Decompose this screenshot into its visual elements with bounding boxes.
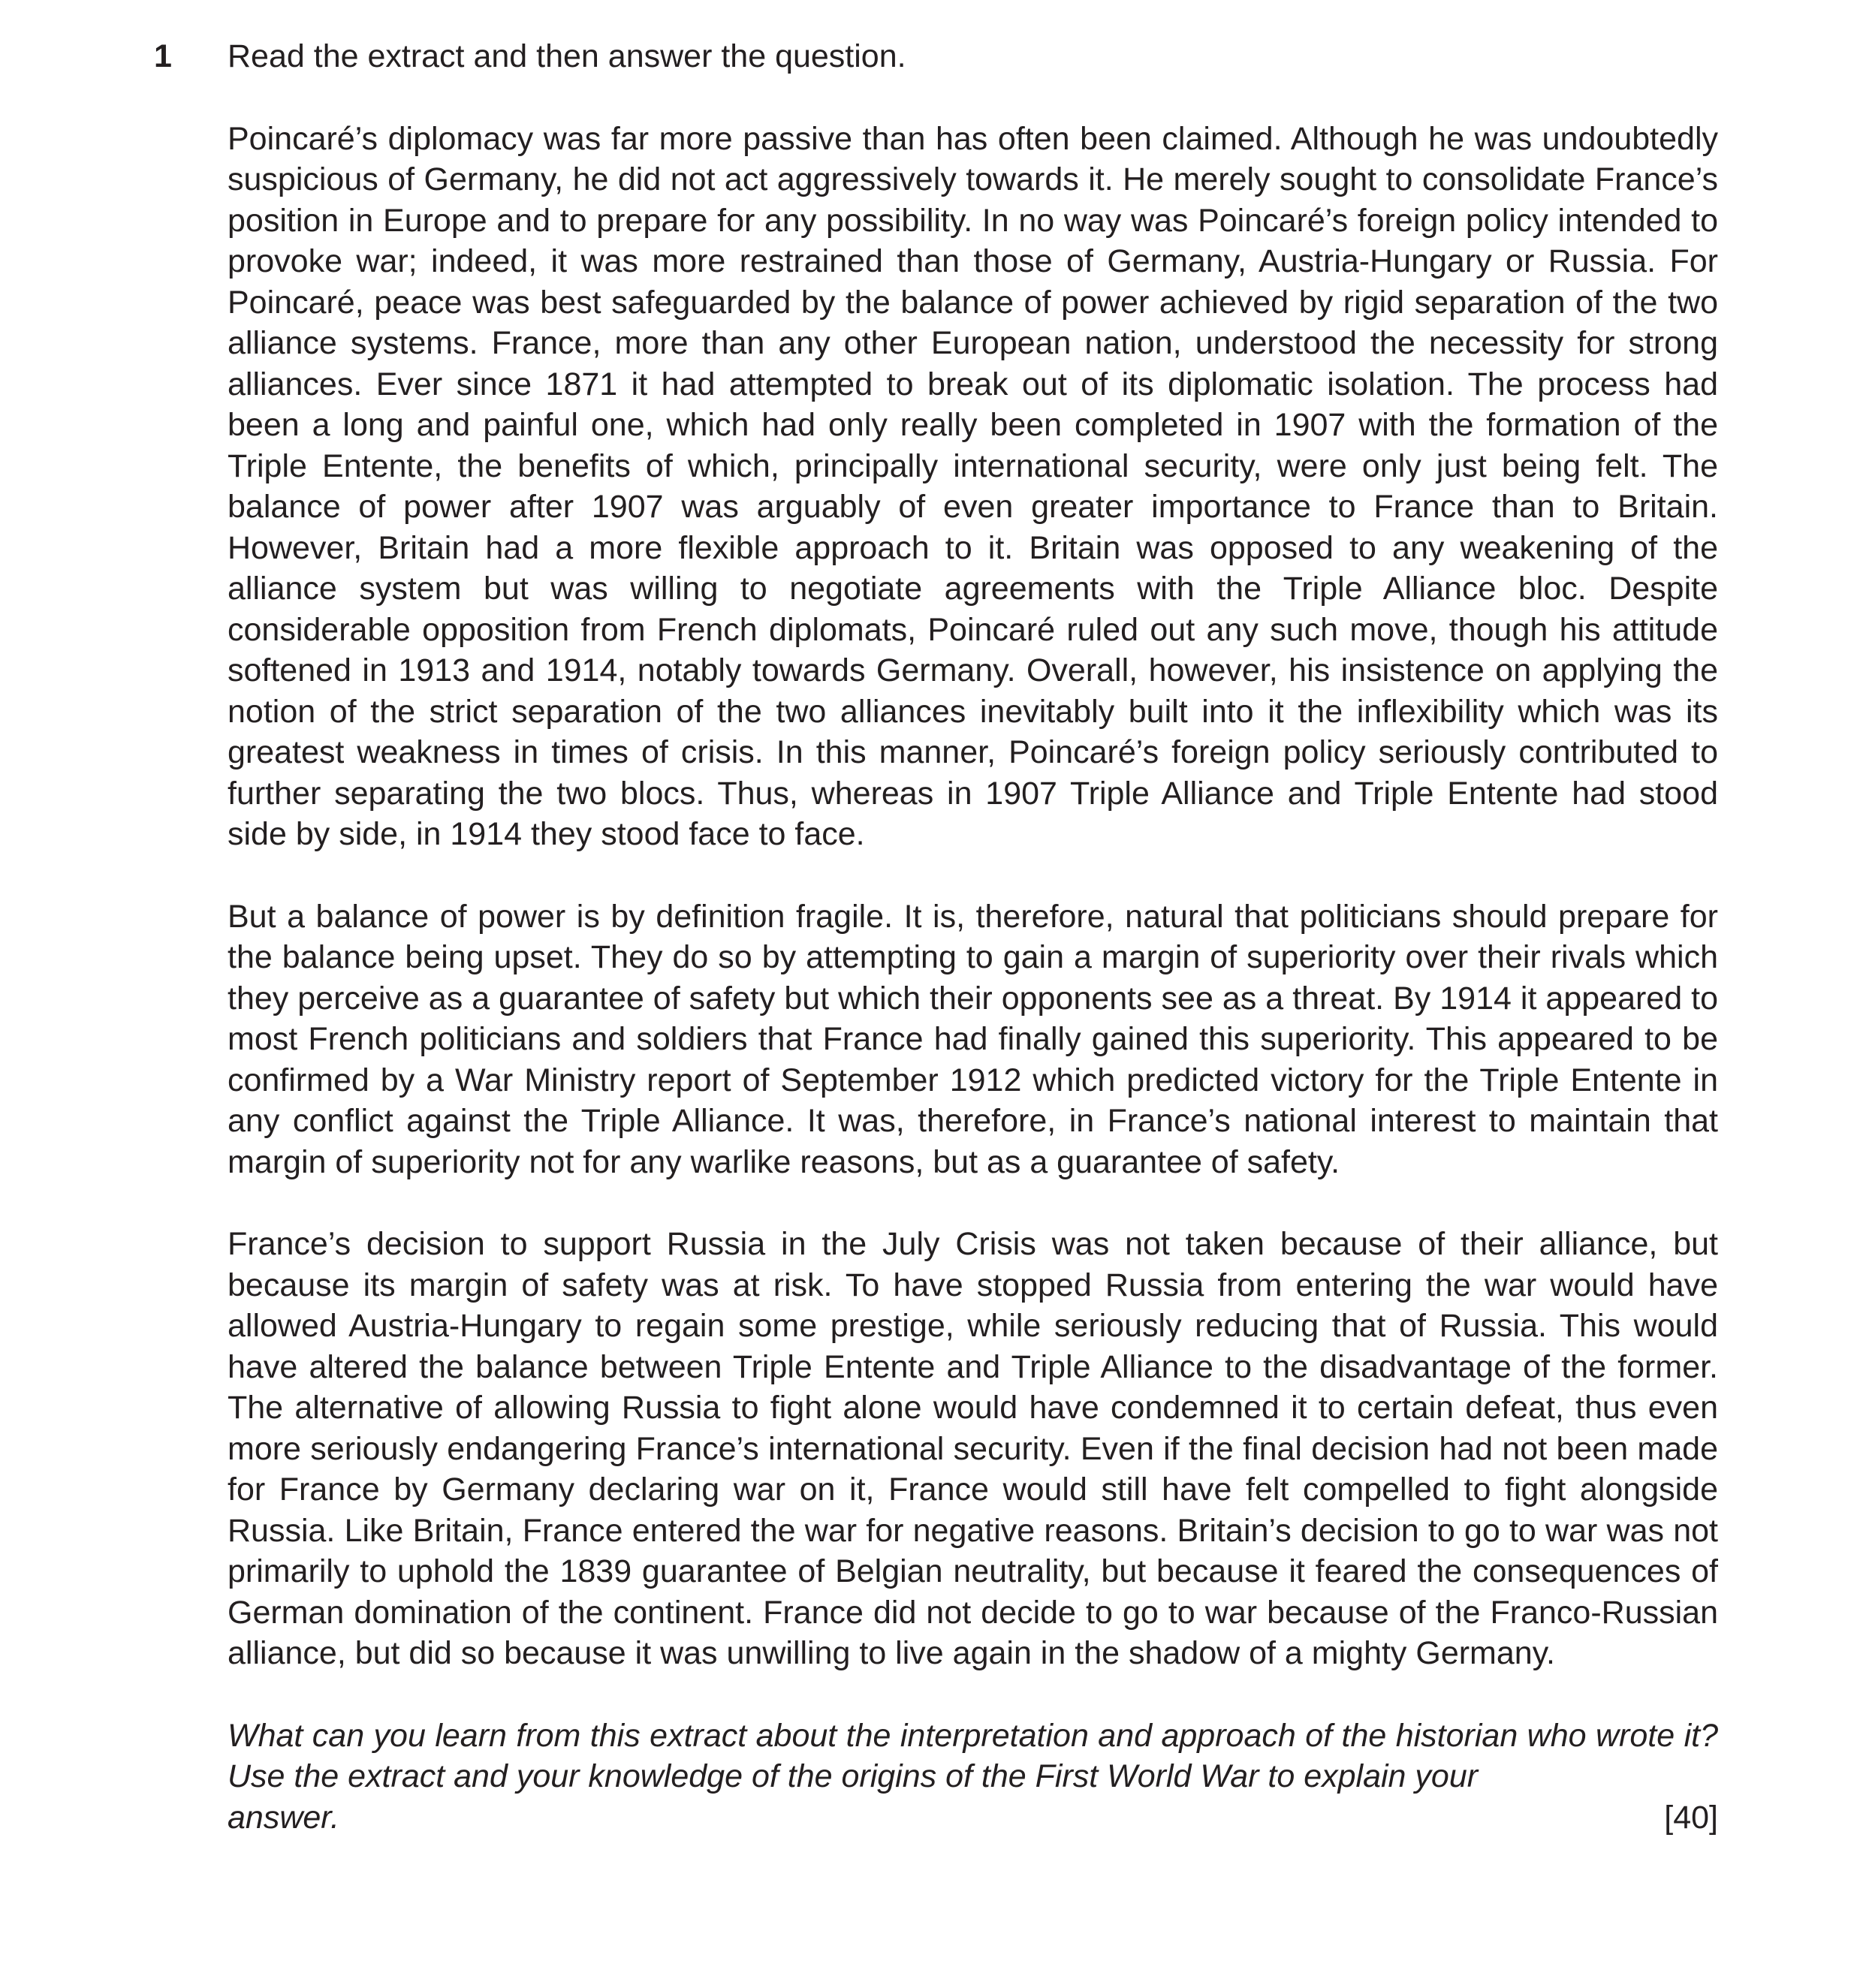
question-prompt: What can you learn from this extract about the interpretation and approach of the historian who wrote it? Use the extract and your knowledge of the origins of the First World War to explain your: [228, 1717, 1718, 1794]
question-prompt-last-word: answer.: [228, 1799, 339, 1836]
question-instruction: Read the extract and then answer the question.: [228, 38, 906, 74]
extract-paragraph-2: But a balance of power is by definition fragile. It is, therefore, natural that politicians should prepare for the balance being upset. They do so by attempting to gain a margin of superiority over their rivals which they perceive as a guarantee of safety but which their opponents see as a threat. By 1914 it appeared to most French politicians and soldiers that France had finally gained this superiority. This appeared to be confirmed by a War Ministry report of September 1912 which predicted victory for the Triple Entente in any conflict against the Triple Alliance. It was, therefore, in France’s national interest to maintain that margin of superiority not for any warlike reasons, but as a guarantee of safety.: [228, 898, 1718, 1180]
extract-paragraph-3: France’s decision to support Russia in the July Crisis was not taken because of their alliance, but because its margin of safety was at risk. To have stopped Russia from entering the war would have allowed Austria-Hungary to regain some prestige, while seriously reducing that of Russia. This would have altered the balance between Triple Entente and Triple Alliance to the disadvantage of the former. The alternative of allowing Russia to fight alone would have condemned it to certain defeat, thus even more seriously endangering France’s international security. Even if the final decision had not been made for France by Germany declaring war on it, France would still have felt compelled to fight alongside Russia. Like Britain, France entered the war for negative reasons. Britain’s decision to go to war was not primarily to uphold the 1839 guarantee of Belgian neutrality, but because it feared the consequences of German domination of the continent. France did not decide to go to war because of the Franco-Russian alliance, but did so because it was unwilling to live again in the shadow of a mighty Germany.: [228, 1226, 1718, 1671]
marks-label: [40]: [1664, 1799, 1718, 1836]
question-prompt-end: [228, 1797, 1718, 1839]
question-number: 1: [154, 38, 172, 74]
question-content: [228, 36, 1718, 1838]
extract-paragraph-1: Poincaré’s diplomacy was far more passive than has often been claimed. Although he was undoubtedly suspicious of Germany, he did not act aggressively towards it. He merely sought to consolidate France’s position in Europe and to prepare for any possibility. In no way was Poincaré’s foreign policy intended to provoke war; indeed, it was more restrained than those of Germany, Austria-Hungary or Russia. For Poincaré, peace was best safeguarded by the balance of power achieved by rigid separation of the two alliance systems. France, more than any other European nation, understood the necessity for strong alliances. Ever since 1871 it had attempted to break out of its diplomatic isolation. The process had been a long and painful one, which had only really been completed in 1907 with the formation of the Triple Entente, the benefits of which, principally international security, were only just being felt. The balance of power after 1907 was arguably of even greater importance to France than to Britain. However, Britain had a more flexible approach to it. Britain was opposed to any weakening of the alliance system but was willing to negotiate agreements with the Triple Alliance bloc. Despite considerable opposition from French diplomats, Poincaré ruled out any such move, though his attitude softened in 1913 and 1914, notably towards Germany. Overall, however, his insistence on applying the notion of the strict separation of the two alliances inevitably built into it the inflexibility which was its greatest weakness in times of crisis. In this manner, Poincaré’s foreign policy seriously contributed to further separating the two blocs. Thus, whereas in 1907 Triple Alliance and Triple Entente had stood side by side, in 1914 they stood face to face.: [228, 120, 1718, 852]
